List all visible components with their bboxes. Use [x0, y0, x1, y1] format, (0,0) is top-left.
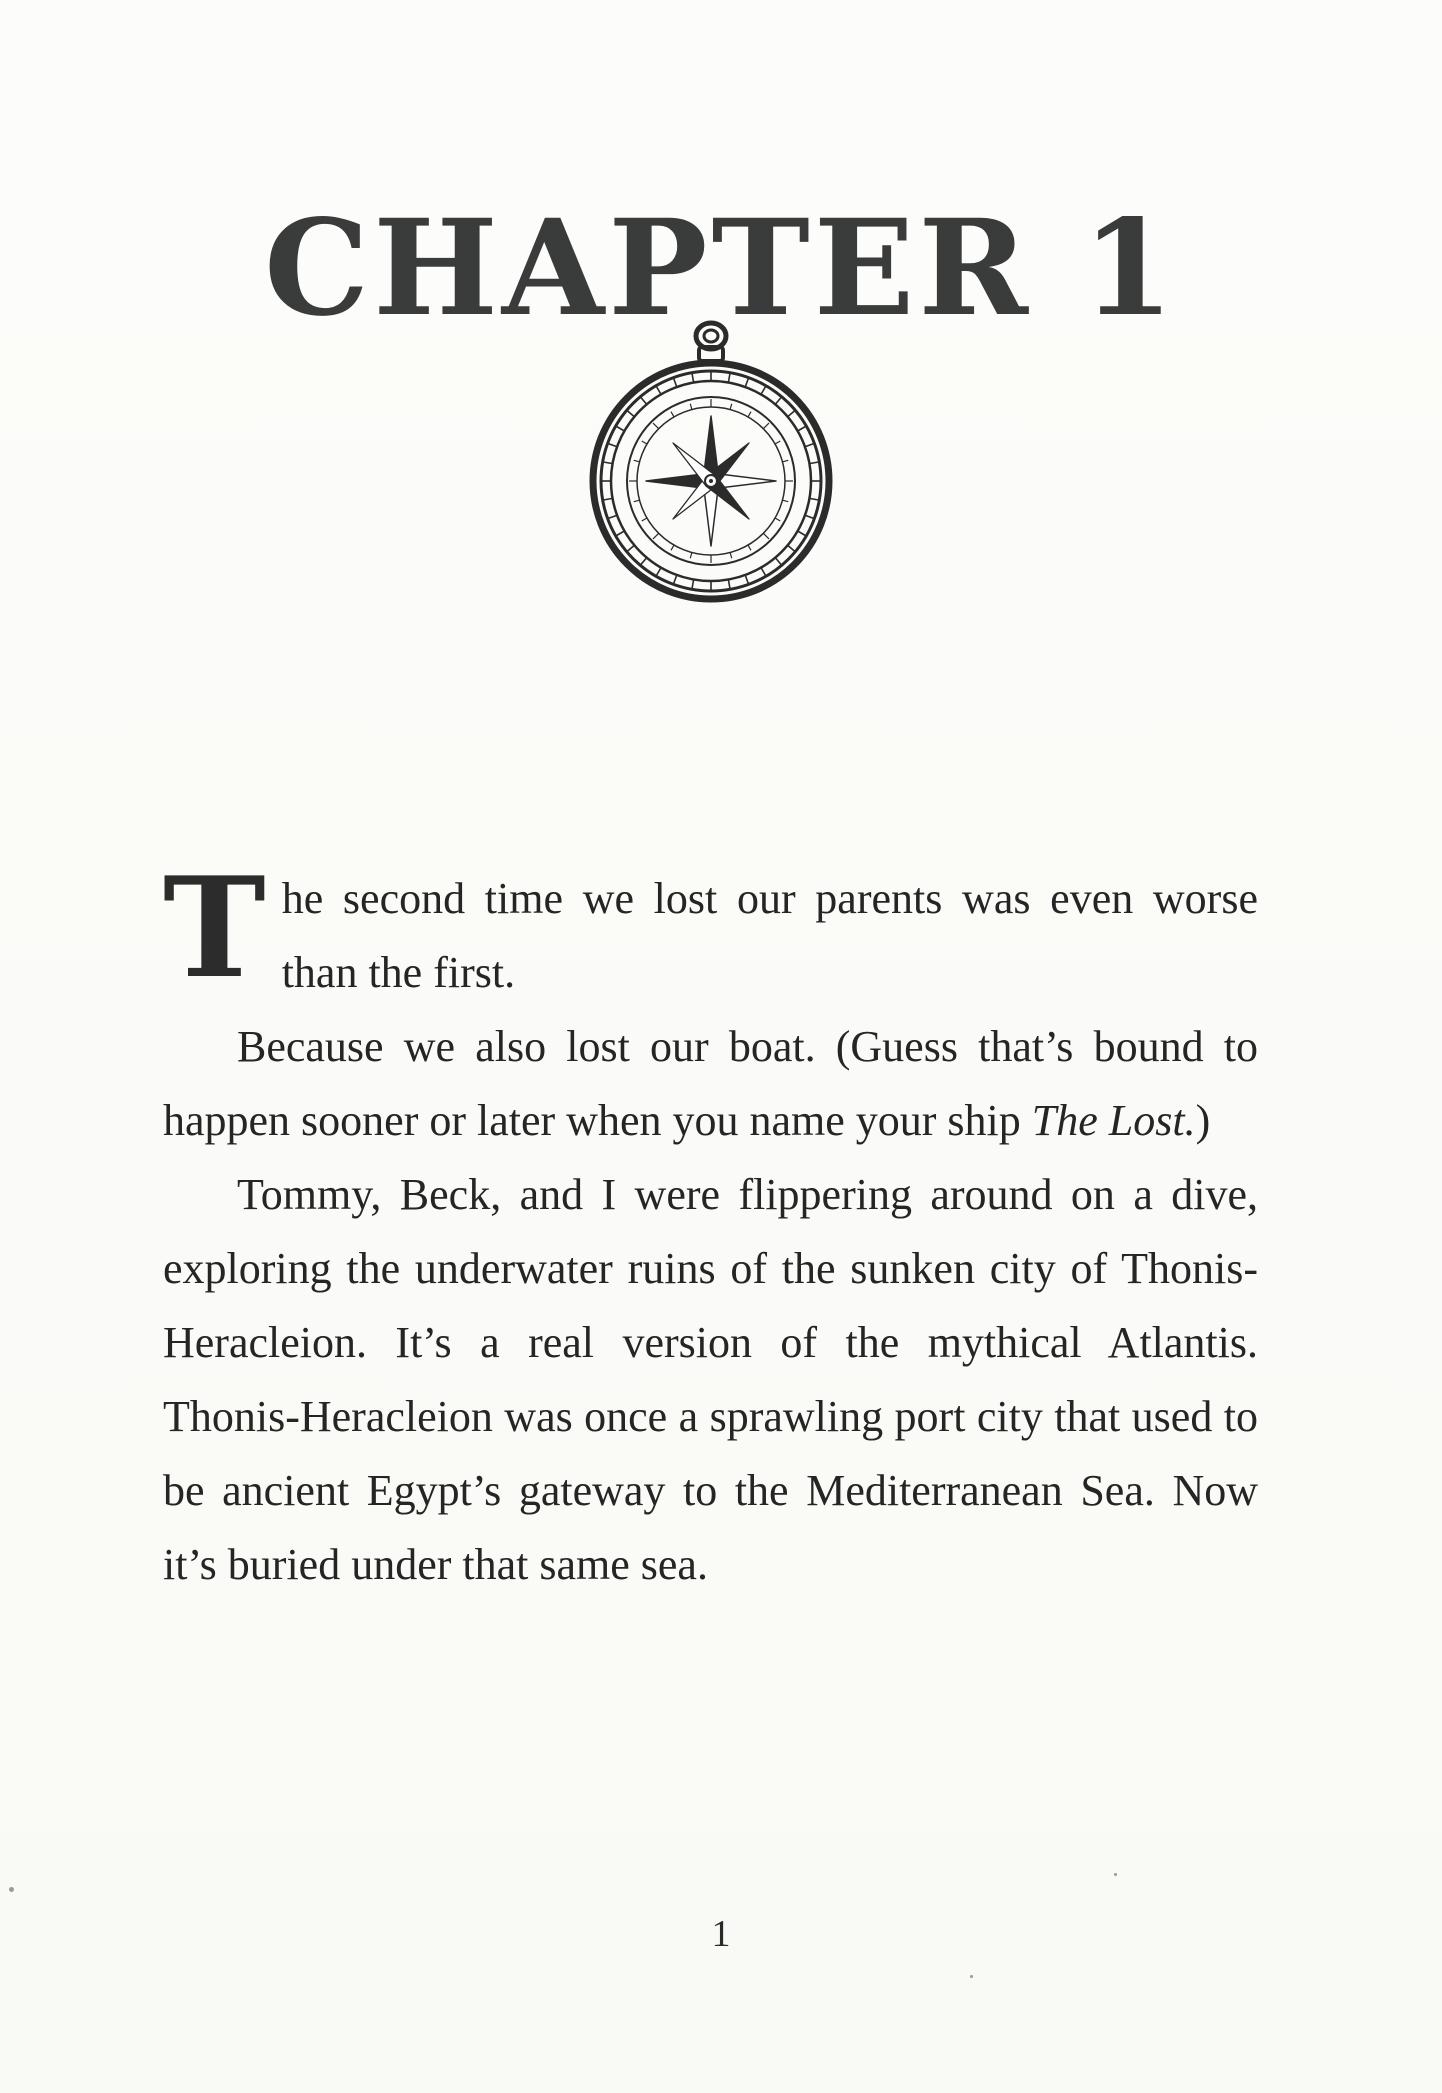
ship-name: The Lost. — [1031, 1096, 1196, 1145]
paragraph-text: ) — [1195, 1096, 1211, 1145]
chapter-body — [163, 846, 1258, 1602]
paragraph — [163, 1158, 1258, 1602]
page-number: 1 — [711, 1913, 731, 1955]
scan-speck — [970, 1975, 973, 1978]
paragraph — [163, 846, 1258, 1010]
drop-cap: T — [163, 846, 266, 1009]
paragraph-text: he second time we lost our parents was even worse than the first. — [281, 874, 1258, 997]
chapter-title: CHAPTER 1 — [264, 191, 1178, 347]
paragraph-text: Tommy, Beck, and I were flippering around on a dive, exploring the underwater ruins of the sunken city of Thonis-Heracleion. It’s a real version of the mythical Atlantis. Thonis-Heracleion was once a sprawling port city that used to be ancient Egypt’s gateway to the Mediterranean Sea. Now it’s buried under that same sea. — [163, 1170, 1258, 1589]
scan-speck — [1114, 1873, 1117, 1876]
scan-speck — [9, 1887, 14, 1892]
paragraph — [163, 1010, 1258, 1158]
compass-icon — [581, 318, 841, 603]
paragraph-text: Because we also lost our boat. (Guess that’s bound to happen sooner or later when you name your ship — [163, 1022, 1258, 1145]
